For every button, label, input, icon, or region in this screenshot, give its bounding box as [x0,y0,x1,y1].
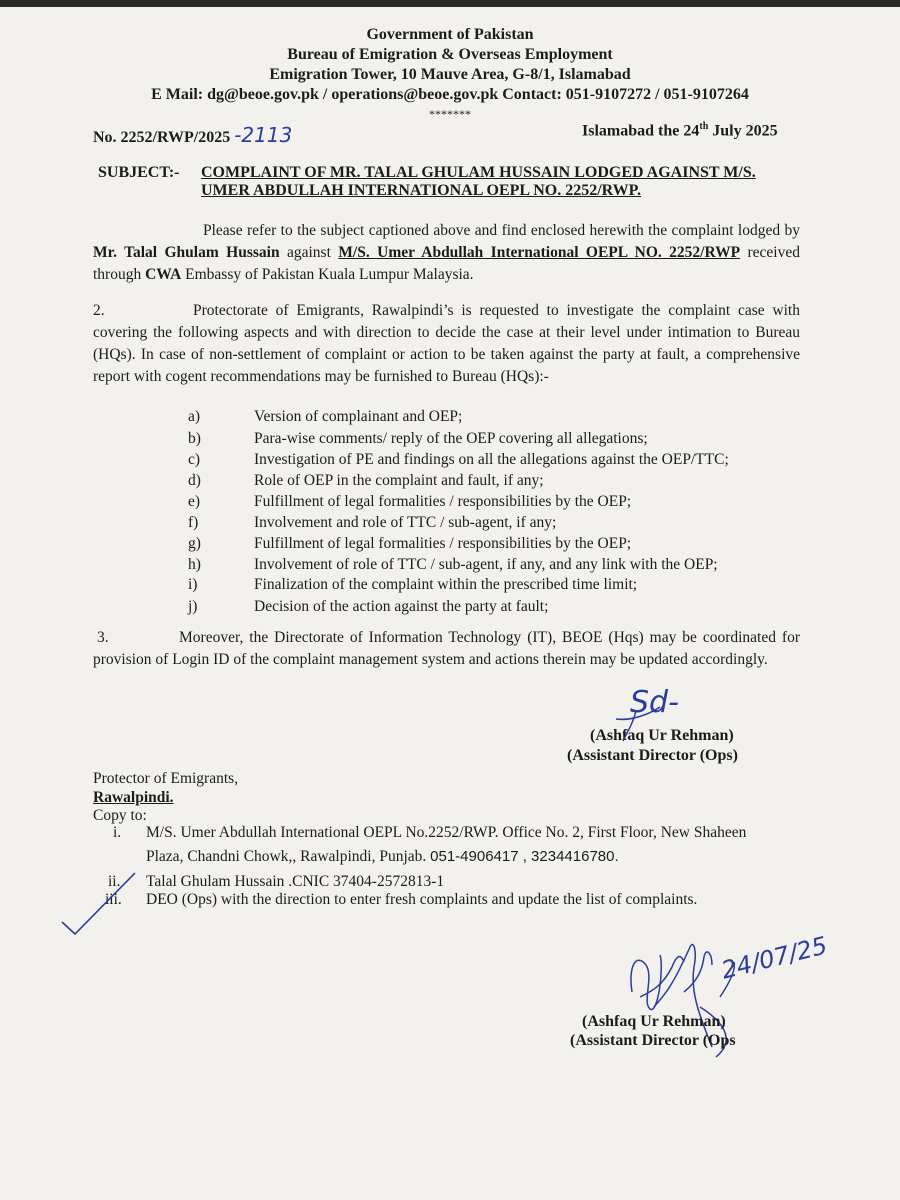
signatory-title-1: (Assistant Director (Ops) [567,747,738,764]
recipient-line-2: Rawalpindi. [93,789,174,806]
phone-numbers: 051-4906417 , 3234416780. [430,848,619,865]
aspect-item-letter: h) [188,556,201,573]
aspect-item-text: Involvement of role of TTC / sub-agent, if any, and any link with the OEP; [254,556,718,573]
aspect-item-letter: a) [188,408,201,425]
copy-item-3-number: iii. [105,891,122,908]
aspect-item-letter: g) [188,535,201,552]
handwritten-diary-number: -2113 [234,123,293,147]
aspect-item-letter: f) [188,514,199,531]
reference-number: No. 2252/RWP/2025 -2113 [93,123,293,147]
letter-page [0,7,900,1200]
handwritten-date: 24/07/25 [718,931,830,985]
oepl-name: M/S. Umer Abdullah International OEPL NO. 2252/RWP [338,244,741,261]
aspect-item-letter: c) [188,451,201,468]
aspect-item-text: Para-wise comments/ reply of the OEP covering all allegations; [254,430,648,447]
aspect-item-text: Investigation of PE and findings on all the allegations against the OEP/TTC; [254,451,729,468]
sd-handwritten-mark: Sd- [630,685,679,720]
paragraph-3: 3. Moreover, the Directorate of Information Technology (IT), BEOE (Hqs) may be coordinated for provision of Login ID of the complaint management system and actions therein may be updated accordingly. [93,629,800,668]
subject-line-2: UMER ABDULLAH INTERNATIONAL OEPL NO. 2252/RWP. [201,182,641,199]
scan-top-edge [0,0,900,7]
copy-item-2-number: ii. [108,873,121,890]
signatory-title-2: (Assistant Director (Ops [570,1032,736,1049]
copy-item-2-text: Talal Ghulam Hussain .CNIC 37404-2572813-1 [146,873,445,890]
aspect-item-text: Finalization of the complaint within the prescribed time limit; [254,576,638,593]
signatory-name-1: (Ashfaq Ur Rehman) [590,727,734,744]
copy-to-label: Copy to: [93,807,147,824]
aspect-item-letter: b) [188,430,201,447]
header-address: Emigration Tower, 10 Mauve Area, G-8/1, Islamabad [269,66,631,83]
aspect-item-letter: e) [188,493,201,510]
recipient-line-1: Protector of Emigrants, [93,770,239,787]
header-bureau: Bureau of Emigration & Overseas Employment [287,46,613,63]
check-mark-icon [62,873,135,934]
copy-item-1-line-1: M/S. Umer Abdullah International OEPL No.2252/RWP. Office No. 2, First Floor, New Shaheen [146,824,747,841]
header-contact: E Mail: dg@beoe.gov.pk / operations@beoe.gov.pk Contact: 051-9107272 / 051-9107264 [151,86,749,103]
signatory-name-2: (Ashfaq Ur Rehman) [582,1013,726,1030]
paragraph-2: 2. Protectorate of Emigrants, Rawalpindi’s is requested to investigate the complaint case with covering the following aspects and with direction to decide the case at their level under intimation to Bureau (HQs). In case of non-settlement of complaint or action to be taken against the party at fault, a comprehensive report with cogent recommendations may be furnished to Bureau (HQs):- [93,302,800,385]
header-stars: ******* [429,107,471,121]
aspect-item-letter: d) [188,472,201,489]
place-and-date: Islamabad the 24th July 2025 [582,121,778,140]
aspect-item-text: Role of OEP in the complaint and fault, if any; [254,472,544,489]
header-government: Government of Pakistan [366,26,534,43]
aspect-item-text: Decision of the action against the party at fault; [254,598,549,615]
aspect-item-text: Fulfillment of legal formalities / responsibilities by the OEP; [254,535,632,552]
subject-label: SUBJECT:- [98,164,180,181]
copy-item-3-text: DEO (Ops) with the direction to enter fresh complaints and update the list of complaints. [146,891,698,908]
copy-item-1-line-2: Plaza, Chandni Chowk,, Rawalpindi, Punjab. 051-4906417 , 3234416780. [146,848,619,865]
paragraph-1: Please refer to the subject captioned above and find enclosed herewith the complaint lodged by Mr. Talal Ghulam Hussain against M/S. Umer Abdullah International OEPL NO. 2252/RWP received through CWA Embassy of Pakistan Kuala Lumpur Malaysia. [93,222,800,283]
aspect-item-letter: i) [188,576,198,593]
aspect-item-text: Version of complainant and OEP; [254,408,463,425]
aspect-item-text: Fulfillment of legal formalities / responsibilities by the OEP; [254,493,632,510]
subject-line-1: COMPLAINT OF MR. TALAL GHULAM HUSSAIN LODGED AGAINST M/S. [201,164,756,181]
aspect-item-letter: j) [188,598,198,615]
aspect-item-text: Involvement and role of TTC / sub-agent, if any; [254,514,557,531]
copy-item-1-number: i. [113,824,122,841]
complainant-name: Mr. Talal Ghulam Hussain [93,244,280,261]
